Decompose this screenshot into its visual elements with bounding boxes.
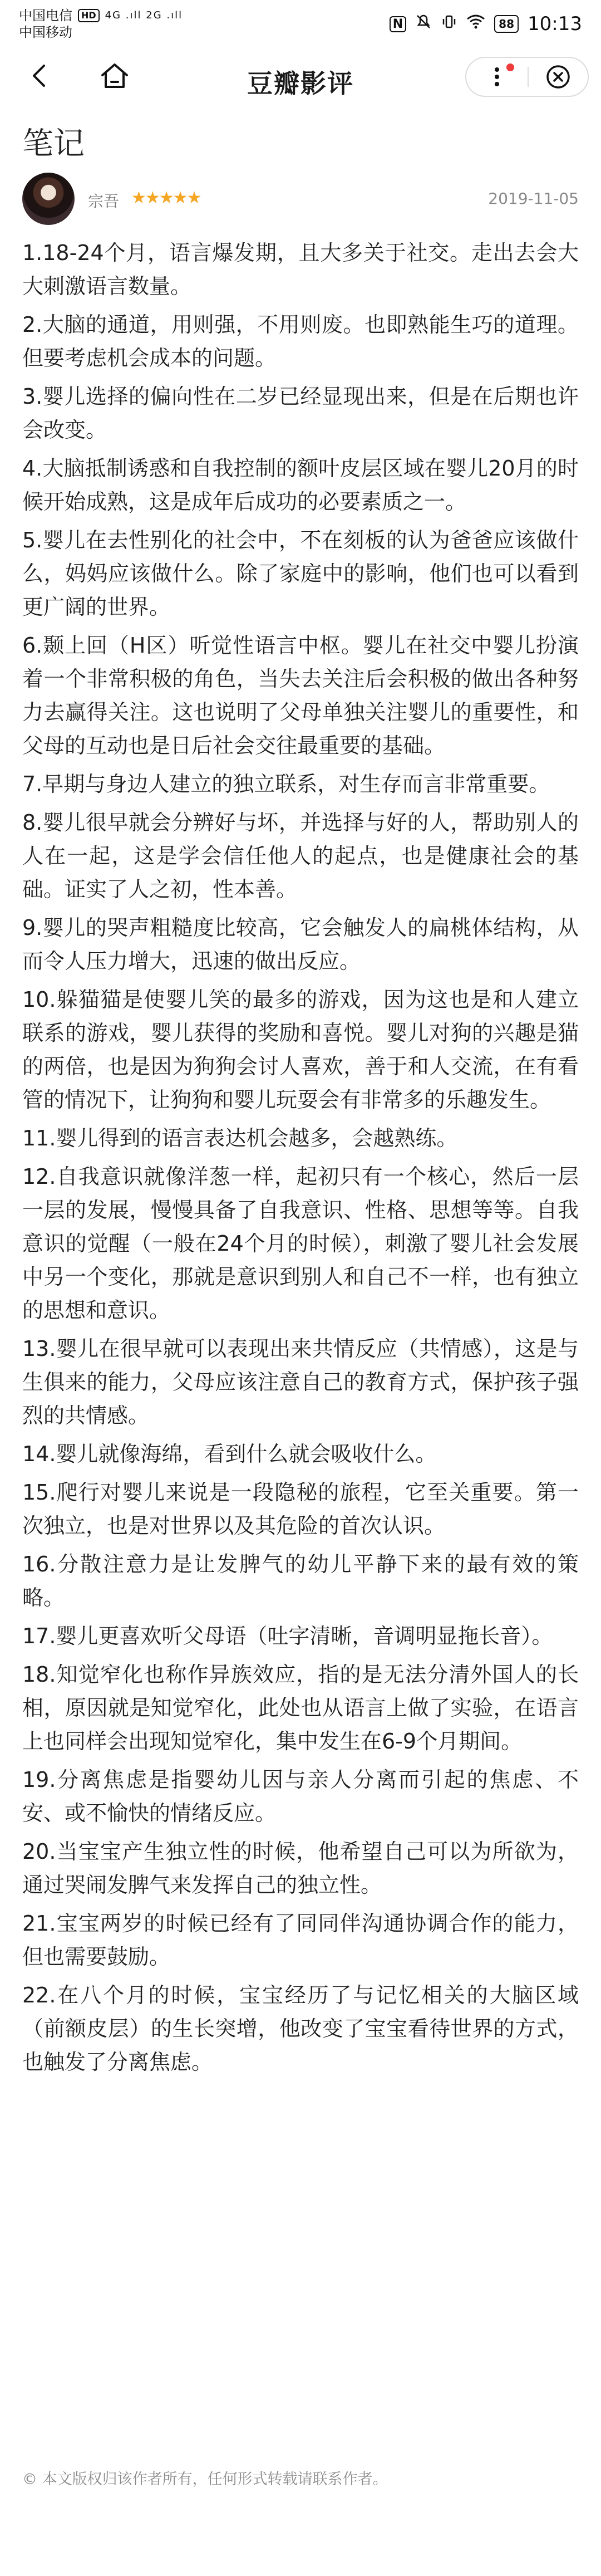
more-button[interactable] xyxy=(466,58,528,96)
paragraph: 17.婴儿更喜欢听父母语（吐字清晰，音调明显拖长音）。 xyxy=(22,1624,553,1648)
paragraph: 6.颞上回（H区）听觉性语言中枢。婴儿在社交中婴儿扮演着一个非常积极的角色，当失去关注后会积极的做出各种努力去赢得关注。这也说明了父母单独关注婴儿的重要性，和父母的互动也是日后社会交往最重要的基础。 xyxy=(22,633,579,758)
paragraph: 15.爬行对婴儿来说是一段隐秘的旅程，它至关重要。第一次独立，也是对世界以及其危险的首次认识。 xyxy=(22,1480,579,1538)
paragraph: 7.早期与身边人建立的独立联系，对生存而言非常重要。 xyxy=(22,772,550,796)
battery-icon: 88 xyxy=(494,15,519,33)
close-button[interactable] xyxy=(529,58,588,96)
copyright-notice: © 本文版权归该作者所有，任何形式转载请联系作者。 xyxy=(22,2471,388,2488)
paragraph: 2.大脑的通道，用则强，不用则废。也即熟能生巧的道理。但要考虑机会成本的问题。 xyxy=(22,312,579,370)
mute-icon xyxy=(415,13,432,35)
navigation-bar xyxy=(0,48,601,106)
status-icons xyxy=(390,13,582,35)
more-vertical-icon xyxy=(494,67,500,87)
paragraph: 12.自我意识就像洋葱一样，起初只有一个核心，然后一层一层的发展，慢慢具备了自我意识、性格、思想等等。自我意识的觉醒（一般在24个月的时候），刺激了婴儿社会发展中另一个变化，那就是意识到别人和自己不一样，也有独立的思想和意识。 xyxy=(22,1164,579,1323)
paragraph: 19.分离焦虑是指婴幼儿因与亲人分离而引起的焦虑、不安、或不愉快的情绪反应。 xyxy=(22,1767,579,1825)
author-name[interactable]: 宗吾 xyxy=(88,192,120,210)
page-header-title: 豆瓣影评 xyxy=(247,68,354,99)
vibrate-icon xyxy=(441,13,457,35)
paragraph: 8.婴儿很早就会分辨好与坏，并选择与好的人，帮助别人的人在一起，这是学会信任他人的起点，也是健康社会的基础。证实了人之初，性本善。 xyxy=(22,810,579,902)
article-title: 笔记 xyxy=(22,126,85,162)
paragraph: 4.大脑抵制诱惑和自我控制的额叶皮层区域在婴儿20月的时候开始成熟，这是成年后成功的必要素质之一。 xyxy=(22,456,579,514)
paragraph: 5.婴儿在去性别化的社会中，不在刻板的认为爸爸应该做什么，妈妈应该做什么。除了家庭中的影响，他们也可以看到更广阔的世界。 xyxy=(22,528,579,619)
paragraph: 9.婴儿的哭声粗糙度比较高，它会触发人的扁桃体结构，从而令人压力增大，迅速的做出反应。 xyxy=(22,915,579,973)
author-info xyxy=(22,173,579,228)
mini-program-capsule xyxy=(465,57,589,97)
signal-icon: 4G .ıll 2G .ıll xyxy=(105,9,183,21)
article-body xyxy=(22,236,579,2084)
paragraph: 11.婴儿得到的语言表达机会越多，会越熟练。 xyxy=(22,1126,458,1150)
carrier-1: 中国电信 xyxy=(19,8,72,23)
close-circle-icon xyxy=(545,64,571,90)
carrier-2: 中国移动 xyxy=(19,25,72,40)
home-icon xyxy=(100,62,130,90)
chevron-left-icon xyxy=(31,63,47,88)
paragraph: 22.在八个月的时候，宝宝经历了与记忆相关的大脑区域（前额皮层）的生长突增，他改变了宝宝看待世界的方式，也触发了分离焦虑。 xyxy=(22,1983,579,2074)
paragraph: 1.18-24个月，语言爆发期，且大多关于社交。走出去会大大刺激语言数量。 xyxy=(22,241,579,298)
clock: 10:13 xyxy=(528,13,582,35)
wifi-icon xyxy=(466,13,485,35)
rating-stars-icon: ★★★★★ xyxy=(131,188,201,208)
paragraph: 20.当宝宝产生独立性的时候，他希望自己可以为所欲为，通过哭闹发脾气来发挥自己的独立性。 xyxy=(22,1839,579,1897)
avatar[interactable] xyxy=(22,173,75,225)
paragraph: 14.婴儿就像海绵，看到什么就会吸收什么。 xyxy=(22,1442,437,1466)
status-bar xyxy=(0,0,601,48)
paragraph: 16.分散注意力是让发脾气的幼儿平静下来的最有效的策略。 xyxy=(22,1552,579,1610)
nfc-icon: N xyxy=(390,16,406,32)
notification-dot xyxy=(506,63,514,71)
paragraph: 3.婴儿选择的偏向性在二岁已经显现出来，但是在后期也许会改变。 xyxy=(22,384,579,442)
paragraph: 18.知觉窄化也称作异族效应，指的是无法分清外国人的长相，原因就是知觉窄化，此处也从语言上做了实验，在语言上也同样会出现知觉窄化，集中发生在6-9个月期间。 xyxy=(22,1662,579,1754)
paragraph: 21.宝宝两岁的时候已经有了同同伴沟通协调合作的能力，但也需要鼓励。 xyxy=(22,1911,579,1969)
home-button[interactable] xyxy=(95,58,135,94)
back-button[interactable] xyxy=(21,58,57,94)
hd-badge: HD xyxy=(78,9,100,22)
paragraph: 10.躲猫猫是使婴儿笑的最多的游戏，因为这也是和人建立联系的游戏，婴儿获得的奖励和喜悦。婴儿对狗的兴趣是猫的两倍，也是因为狗狗会讨人喜欢，善于和人交流，在有看管的情况下，让狗狗和婴儿玩耍会有非常多的乐趣发生。 xyxy=(22,987,579,1112)
carrier-info xyxy=(19,7,183,41)
paragraph: 13.婴儿在很早就可以表现出来共情反应（共情感），这是与生俱来的能力，父母应该注意自己的教育方式，保护孩子强烈的共情感。 xyxy=(22,1336,579,1428)
publish-date: 2019-11-05 xyxy=(488,189,579,208)
